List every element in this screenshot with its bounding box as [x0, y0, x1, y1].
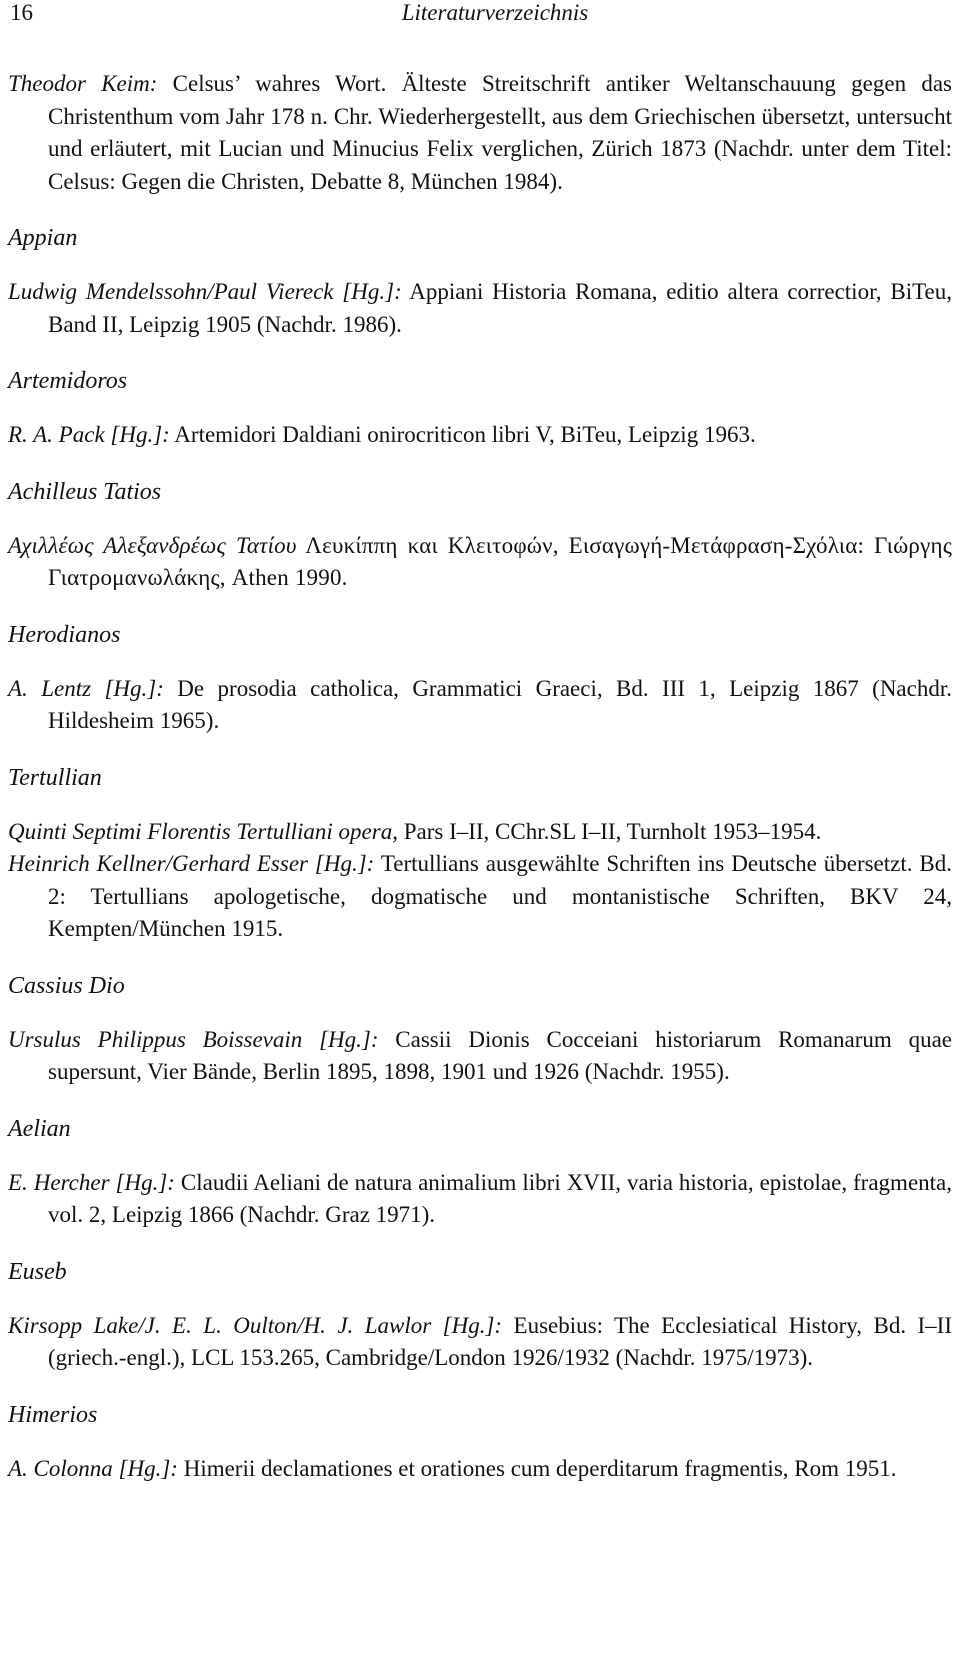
- entry-author: E. Hercher [Hg.]:: [8, 1169, 175, 1195]
- section-heading-aelian: Aelian: [8, 1115, 71, 1142]
- bibliography-entry: [8, 1310, 952, 1375]
- bibliography-entry: [8, 848, 952, 946]
- entry-text: De prosodia catholica, Grammatici Graeci, Bd. III 1, Leipzig 1867 (Nachdr. Hildesheim 1965).: [48, 675, 952, 733]
- entry-text: Claudii Aeliani de natura animalium libri XVII, varia historia, epistolae, fragmenta, vol. 2, Leipzig 1866 (Nachdr. Graz 1971).: [48, 1169, 952, 1227]
- entry-text: Himerii declamationes et orationes cum deperditarum fragmentis, Rom 1951.: [177, 1455, 897, 1481]
- running-head: [8, 0, 952, 46]
- entry-text: Λευκίππη και Κλειτοφών, Εισαγωγή-Μετάφραση-Σχόλια: Γιώργης Γιατρομανωλάκης, Athen 1990.: [48, 532, 952, 590]
- bibliography-entry-keim: [8, 68, 952, 198]
- bibliography-entry: [8, 1167, 952, 1232]
- bibliography-entry: [8, 276, 952, 341]
- page-number: 16: [10, 0, 33, 25]
- entry-text: Artemidori Daldiani onirocriticon libri V, BiTeu, Leipzig 1963.: [169, 422, 756, 447]
- section-heading-appian: Appian: [8, 225, 78, 251]
- section-heading-tertullian: Tertullian: [8, 764, 102, 791]
- entry-text: Pars I–II, CChr.SL I–II, Turnholt 1953–1954.: [397, 818, 822, 844]
- bibliography-entry: [8, 530, 952, 595]
- section-heading-herodianos: Herodianos: [8, 621, 121, 648]
- entry-author: A. Colonna [Hg.]:: [8, 1455, 178, 1481]
- bibliography-entry: [8, 419, 952, 452]
- bibliography-entry: [8, 816, 952, 849]
- bibliography-entry: [8, 673, 952, 738]
- entry-author: R. A. Pack [Hg.]:: [8, 422, 170, 447]
- entry-author: Ludwig Mendelssohn/Paul Viereck [Hg.]:: [8, 279, 402, 304]
- entry-author: Quinti Septimi Florentis Tertulliani opera,: [8, 818, 398, 844]
- document-page: [8, 0, 952, 1485]
- entry-author: Kirsopp Lake/J. E. L. Oulton/H. J. Lawlor [Hg.]:: [8, 1312, 503, 1338]
- entry-text: Cassii Dionis Cocceiani historiarum Romanarum quae supersunt, Vier Bände, Berlin 1895, 1898, 1901 und 1926 (Nachdr. 1955).: [48, 1026, 952, 1084]
- running-title: Literaturverzeichnis: [401, 0, 589, 25]
- section-heading-himerios: Himerios: [8, 1401, 98, 1428]
- section-heading-achilleus-tatios: Achilleus Tatios: [8, 478, 162, 505]
- entry-author: Αχιλλέως Αλεξανδρέως Τατίου: [8, 532, 297, 558]
- entry-text: Tertullians ausgewählte Schriften ins Deutsche übersetzt. Bd. 2: Tertullians apologetische, dogmatische und montanistische Schriften, BKV 24, Kempten/München 1915.: [48, 851, 952, 941]
- section-heading-cassius-dio: Cassius Dio: [8, 972, 125, 999]
- entry-author: Theodor Keim:: [8, 71, 158, 96]
- entry-author: A. Lentz [Hg.]:: [8, 675, 164, 701]
- section-heading-euseb: Euseb: [8, 1258, 67, 1285]
- section-heading-artemidoros: Artemidoros: [8, 368, 128, 394]
- entry-text: Celsus’ wahres Wort. Älteste Streitschrift antiker Weltanschauung gegen das Christenthum vom Jahr 178 n. Chr. Wiederhergestellt, aus dem Griechischen übersetzt, untersucht und erläutert, mit Lucian und Minucius Felix verglichen, Zürich 1873 (Nachdr. unter dem Titel: Celsus: Gegen die Christen, Debatte 8, München 1984).: [48, 71, 952, 194]
- entry-text: Eusebius: The Ecclesiatical History, Bd. I–II (griech.-engl.), LCL 153.265, Cambridge/London 1926/1932 (Nachdr. 1975/1973).: [48, 1312, 952, 1370]
- entry-author: Ursulus Philippus Boissevain [Hg.]:: [8, 1026, 379, 1052]
- bibliography-entry: [8, 1024, 952, 1089]
- bibliography-entry: [8, 1453, 952, 1486]
- entry-author: Heinrich Kellner/Gerhard Esser [Hg.]:: [8, 851, 375, 876]
- entry-text: Appiani Historia Romana, editio altera correctior, BiTeu, Band II, Leipzig 1905 (Nachdr. 1986).: [48, 279, 952, 337]
